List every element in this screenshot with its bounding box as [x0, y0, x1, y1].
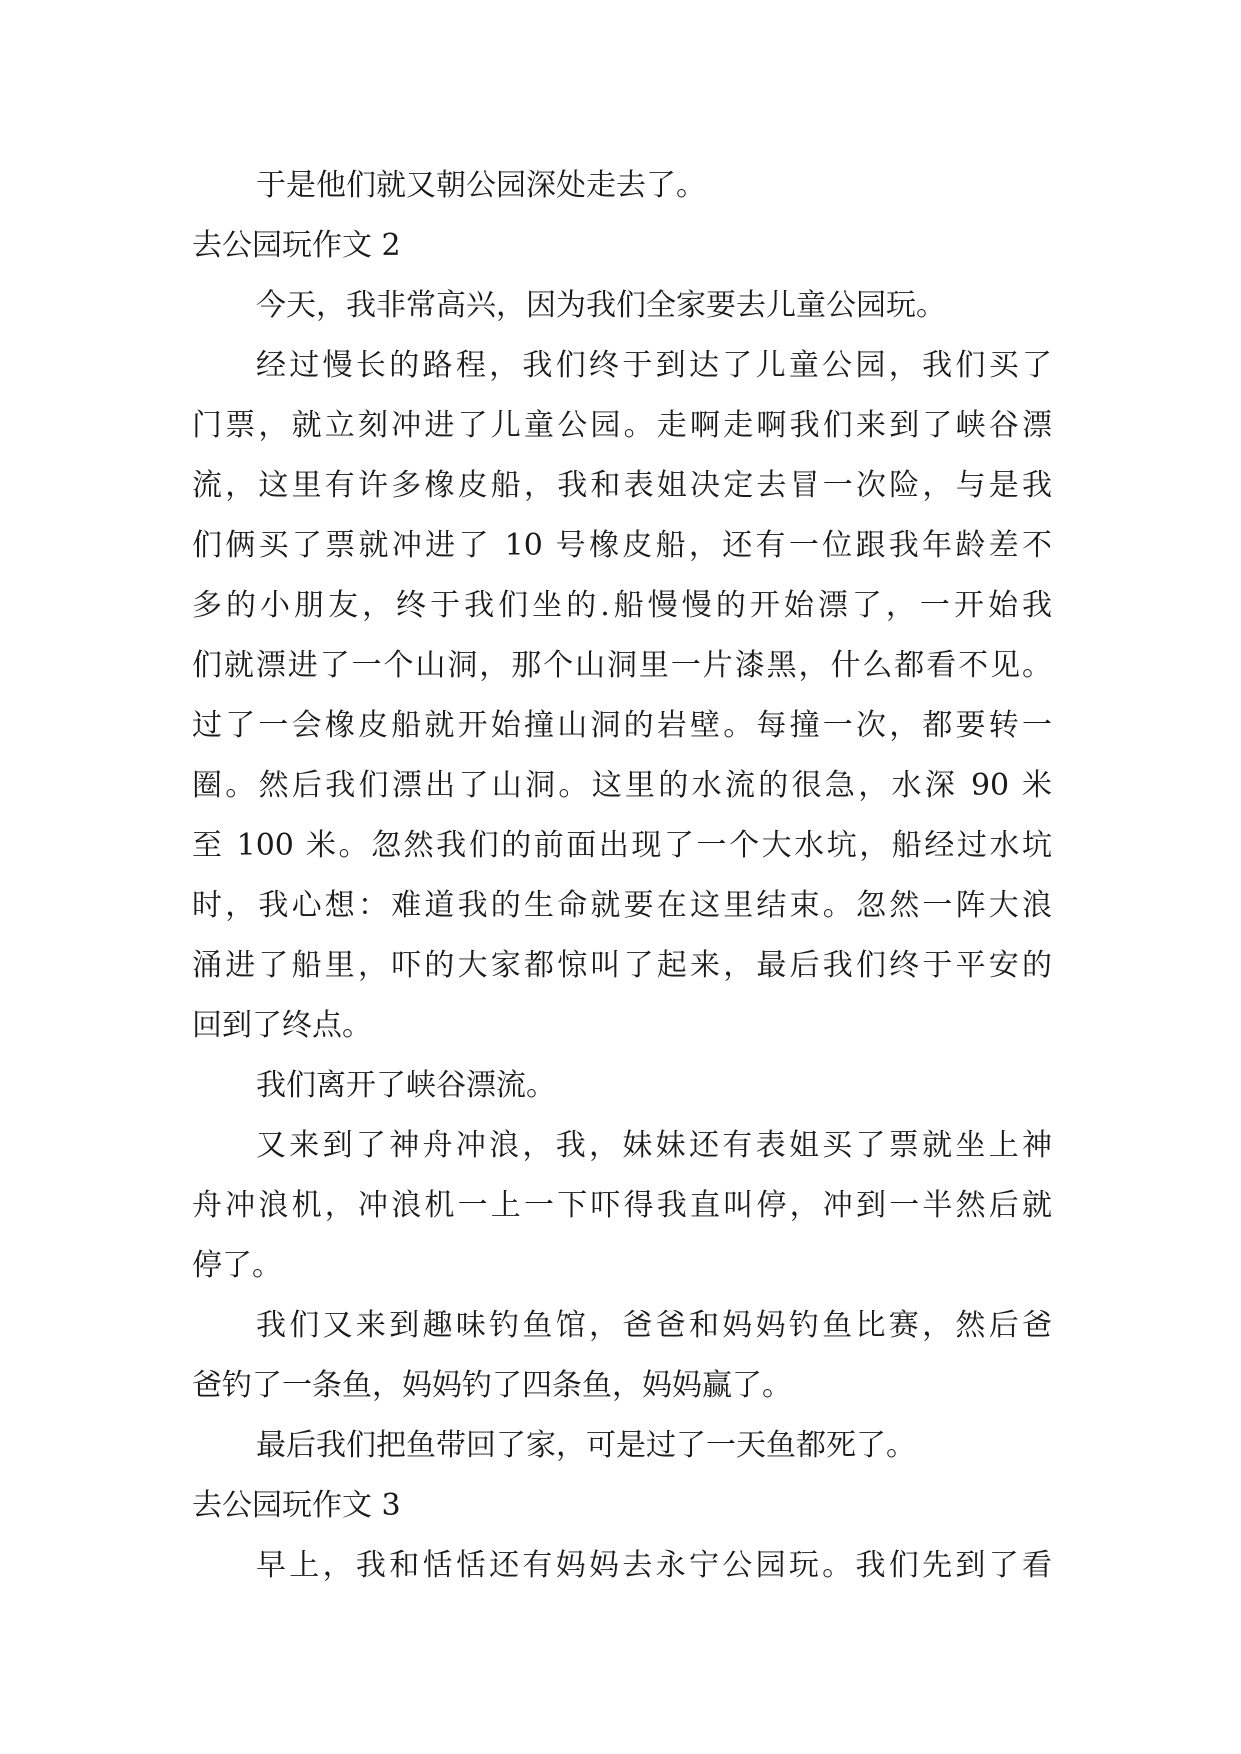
- paragraph-line: 于是他们就又朝公园深处走去了。: [256, 168, 706, 203]
- paragraph-line: 停了。: [192, 1248, 282, 1283]
- paragraph-line: 舟冲浪机，冲浪机一上一下吓得我直叫停，冲到一半然后就: [192, 1188, 1052, 1223]
- paragraph-line: 们就漂进了一个山洞，那个山洞里一片漆黑，什么都看不见。: [192, 648, 1052, 683]
- paragraph-line: 门票，就立刻冲进了儿童公园。走啊走啊我们来到了峡谷漂: [192, 408, 1052, 443]
- paragraph-line: 我们离开了峡谷漂流。: [256, 1068, 556, 1103]
- paragraph-line: 今天，我非常高兴，因为我们全家要去儿童公园玩。: [256, 288, 946, 323]
- paragraph-line: 时，我心想：难道我的生命就要在这里结束。忽然一阵大浪: [192, 888, 1052, 923]
- section-heading: 去公园玩作文 2: [192, 228, 401, 263]
- paragraph-line: 早上，我和恬恬还有妈妈去永宁公园玩。我们先到了看: [256, 1548, 1052, 1583]
- paragraph-line: 爸钓了一条鱼，妈妈钓了四条鱼，妈妈赢了。: [192, 1368, 792, 1403]
- section-heading: 去公园玩作文 3: [192, 1488, 401, 1523]
- paragraph-line: 涌进了船里，吓的大家都惊叫了起来，最后我们终于平安的: [192, 948, 1052, 983]
- paragraph-line: 流，这里有许多橡皮船，我和表姐决定去冒一次险，与是我: [192, 468, 1052, 503]
- paragraph-line: 又来到了神舟冲浪，我，妹妹还有表姐买了票就坐上神: [256, 1128, 1052, 1163]
- paragraph-line: 们俩买了票就冲进了 10 号橡皮船，还有一位跟我年龄差不: [192, 528, 1052, 563]
- paragraph-line: 过了一会橡皮船就开始撞山洞的岩壁。每撞一次，都要转一: [192, 708, 1052, 743]
- paragraph-line: 圈。然后我们漂出了山洞。这里的水流的很急，水深 90 米: [192, 768, 1052, 803]
- document-body: [192, 156, 1052, 1596]
- paragraph-line: 最后我们把鱼带回了家，可是过了一天鱼都死了。: [256, 1428, 916, 1463]
- paragraph-line: 回到了终点。: [192, 1008, 372, 1043]
- paragraph-line: 至 100 米。忽然我们的前面出现了一个大水坑，船经过水坑: [192, 828, 1052, 863]
- paragraph-line: 经过慢长的路程，我们终于到达了儿童公园，我们买了: [256, 348, 1052, 383]
- paragraph-line: 多的小朋友，终于我们坐的.船慢慢的开始漂了，一开始我: [192, 588, 1052, 623]
- paragraph-line: 我们又来到趣味钓鱼馆，爸爸和妈妈钓鱼比赛，然后爸: [256, 1308, 1052, 1343]
